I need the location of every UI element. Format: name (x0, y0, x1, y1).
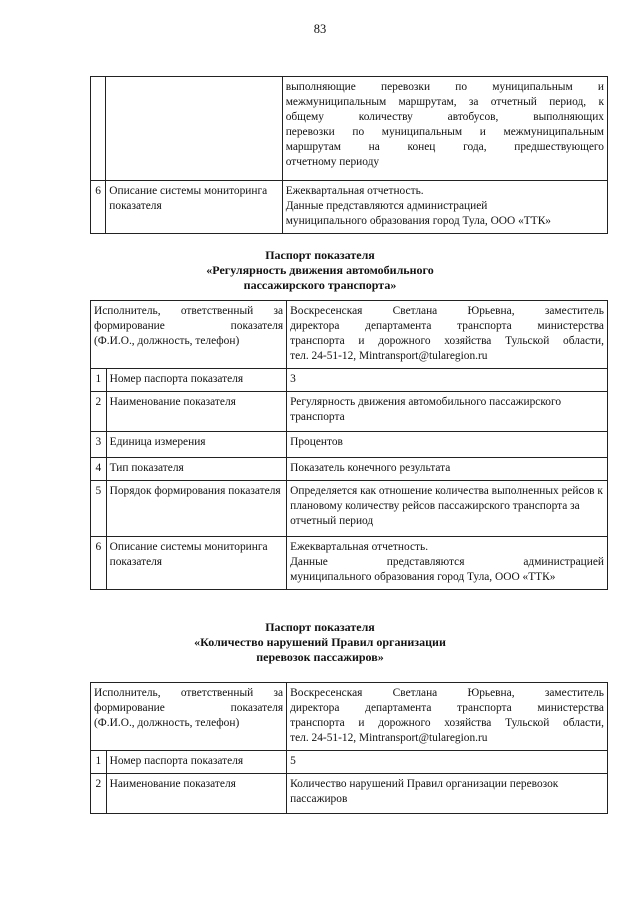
row-name: Тип показателя (106, 458, 287, 481)
row-number: 2 (91, 774, 107, 814)
heading-line: «Количество нарушений Правил организации (194, 635, 446, 649)
heading-line: перевозок пассажиров» (256, 650, 384, 664)
row-number: 3 (91, 432, 107, 458)
row-name (106, 77, 282, 181)
row-number: 1 (91, 369, 107, 392)
value-line: тел. 24-51-12, Mintransport@tularegion.ru (290, 732, 488, 744)
row-name: Порядок формирования показателя (106, 481, 287, 537)
value-line: Ежеквартальная отчетность. (285, 185, 424, 197)
value-line: Воскресенская Светлана Юрьевна, заместитель (290, 687, 604, 699)
value-line: транспорта и дорожного хозяйства Тульской области, (290, 717, 604, 729)
table-row (91, 751, 608, 774)
row-name: Номер паспорта показателя (106, 369, 287, 392)
value-line: маршрутам на конец года, предшествующего (285, 141, 604, 153)
table-row (91, 392, 608, 432)
value-line: Воскресенская Светлана Юрьевна, заместитель (290, 305, 604, 317)
table-row (91, 77, 608, 181)
value-line: Ежеквартальная отчетность. (290, 541, 429, 553)
table-row (91, 432, 608, 458)
row-value: Определяется как отношение количества выполненных рейсов к плановому количеству рейсов пассажирского транспорта за отчетный период (287, 481, 608, 537)
executor-value (287, 301, 608, 369)
value-line: перевозки по муниципальным и межмуниципальным (285, 126, 604, 138)
label-line: формирование показателя (94, 320, 284, 332)
label-line: Исполнитель, ответственный за (94, 687, 284, 699)
value-line: муниципального образования город Тула, ООО «ТТК» (285, 215, 551, 227)
heading-line: «Регулярность движения автомобильного (206, 263, 434, 277)
label-line: Исполнитель, ответственный за (94, 305, 284, 317)
label-line: формирование показателя (94, 702, 284, 714)
passport-table-continued (90, 76, 608, 234)
row-value: Регулярность движения автомобильного пассажирского транспорта (287, 392, 608, 432)
table-row (91, 537, 608, 590)
value-line: муниципального образования город Тула, ООО «ТТК» (290, 571, 556, 583)
row-name: Описание системы мониторинга показателя (106, 181, 282, 234)
row-number: 1 (91, 751, 107, 774)
table-row (91, 481, 608, 537)
value-line: выполняющие перевозки по муниципальным и (285, 81, 604, 93)
row-number (91, 77, 106, 181)
row-value: Процентов (287, 432, 608, 458)
page-number: 83 (313, 22, 327, 36)
row-value: 3 (287, 369, 608, 392)
table-row (91, 301, 608, 369)
row-value: Количество нарушений Правил организации перевозок пассажиров (287, 774, 608, 814)
heading-line: Паспорт показателя (265, 620, 375, 634)
executor-value (287, 683, 608, 751)
heading-line: пассажирского транспорта» (243, 278, 397, 292)
row-value: 5 (287, 751, 608, 774)
row-name: Наименование показателя (106, 774, 287, 814)
heading-line: Паспорт показателя (265, 248, 375, 262)
row-number: 4 (91, 458, 107, 481)
row-number: 5 (91, 481, 107, 537)
section-heading (0, 620, 640, 665)
value-line: директора департамента транспорта министерства (290, 702, 604, 714)
table-row (91, 458, 608, 481)
label-line: (Ф.И.О., должность, телефон) (94, 335, 240, 347)
row-name: Единица измерения (106, 432, 287, 458)
row-name: Наименование показателя (106, 392, 287, 432)
value-line: общему количеству автобусов, выполняющих (285, 111, 604, 123)
value-line: тел. 24-51-12, Mintransport@tularegion.ru (290, 350, 488, 362)
value-line: транспорта и дорожного хозяйства Тульской области, (290, 335, 604, 347)
executor-label (91, 301, 287, 369)
passport-table-violations (90, 682, 608, 814)
passport-table-regularity (90, 300, 608, 590)
executor-label (91, 683, 287, 751)
section-heading (0, 248, 640, 293)
value-line: Данные представляются администрацией (290, 556, 604, 568)
row-name: Номер паспорта показателя (106, 751, 287, 774)
table-row (91, 683, 608, 751)
row-number: 6 (91, 537, 107, 590)
row-name: Описание системы мониторинга показателя (106, 537, 287, 590)
value-line: Данные представляются администрацией (285, 200, 488, 212)
table-row (91, 774, 608, 814)
value-line: отчетному периоду (285, 156, 380, 168)
label-line: (Ф.И.О., должность, телефон) (94, 717, 240, 729)
row-value: Показатель конечного результата (287, 458, 608, 481)
row-number: 6 (91, 181, 106, 234)
row-value (287, 537, 608, 590)
row-value (282, 181, 607, 234)
value-line: межмуниципальным маршрутам, за отчетный период, к (285, 96, 604, 108)
row-value (282, 77, 607, 181)
value-line: директора департамента транспорта министерства (290, 320, 604, 332)
table-row (91, 369, 608, 392)
table-row (91, 181, 608, 234)
row-number: 2 (91, 392, 107, 432)
